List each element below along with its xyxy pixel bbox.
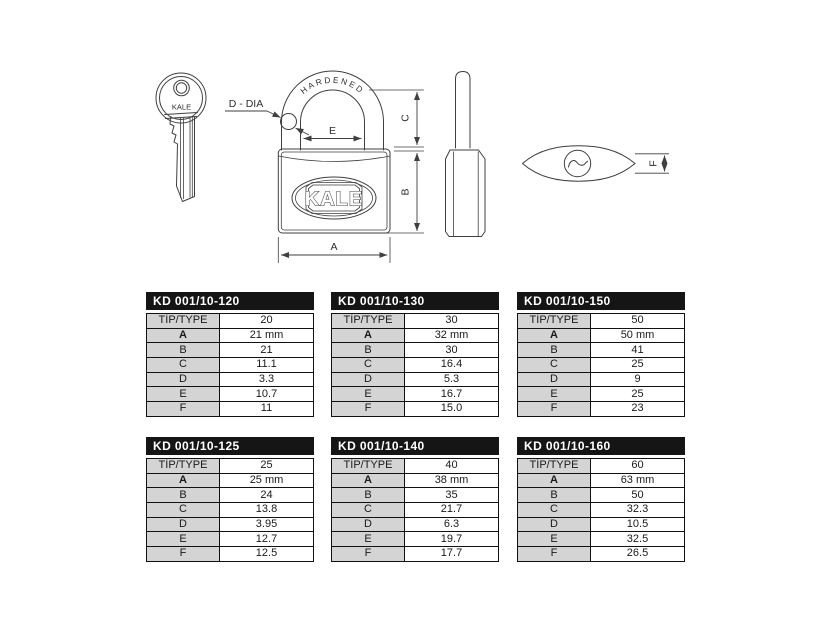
row-label: B [518, 343, 591, 358]
table-model-header: KD 001/10-150 [517, 292, 685, 310]
table-row [147, 532, 314, 547]
table-model-header: KD 001/10-160 [517, 437, 685, 455]
bottom-profile [523, 146, 636, 181]
row-label: C [332, 503, 405, 518]
row-label: D [147, 517, 220, 532]
row-label: F [147, 547, 220, 562]
table-row [147, 358, 314, 373]
table-row [332, 503, 499, 518]
row-label: D [147, 372, 220, 387]
row-value: 23 [591, 402, 685, 417]
row-value: 50 mm [591, 328, 685, 343]
row-label: A [332, 473, 405, 488]
table-row [518, 343, 685, 358]
row-label: TİP/TYPE [332, 314, 405, 329]
row-value: 17.7 [405, 547, 499, 562]
spec-table-kd-001-10-125 [146, 437, 314, 562]
shackle-side [456, 72, 471, 149]
row-label: A [518, 328, 591, 343]
row-value: 30 [405, 343, 499, 358]
row-label: C [518, 503, 591, 518]
key-drawing [156, 73, 206, 202]
spec-table-kd-001-10-160 [517, 437, 685, 562]
row-value: 6.3 [405, 517, 499, 532]
d-dia-callout [225, 98, 309, 135]
row-label: C [147, 358, 220, 373]
table-row [518, 372, 685, 387]
row-label: TİP/TYPE [332, 459, 405, 474]
row-label: D [332, 517, 405, 532]
table-row [332, 402, 499, 417]
row-label: F [518, 547, 591, 562]
table-row [518, 517, 685, 532]
row-label: A [518, 473, 591, 488]
row-value: 24 [220, 488, 314, 503]
row-label: A [147, 328, 220, 343]
table-row [147, 343, 314, 358]
row-value: 21 [220, 343, 314, 358]
table-row [147, 547, 314, 562]
table-row [332, 328, 499, 343]
row-label: C [518, 358, 591, 373]
spec-table-kd-001-10-140 [331, 437, 499, 562]
dim-b-label: B [399, 188, 412, 196]
table-model-header: KD 001/10-125 [146, 437, 314, 455]
keyway-glyph [569, 161, 588, 167]
row-value: 9 [591, 372, 685, 387]
row-value: 11.1 [220, 358, 314, 373]
table-row [518, 547, 685, 562]
spec-grid [146, 458, 314, 562]
hardened-label: HARDENED [298, 74, 367, 96]
row-label: E [147, 532, 220, 547]
row-label: E [518, 387, 591, 402]
row-value: 60 [591, 459, 685, 474]
row-label: F [332, 547, 405, 562]
row-value: 25 [591, 387, 685, 402]
dim-f-label: F [647, 160, 660, 167]
spec-table-kd-001-10-130 [331, 292, 499, 417]
table-row [147, 328, 314, 343]
row-label: B [147, 343, 220, 358]
svg-text:HARDENED [298, 75, 366, 96]
table-row [147, 387, 314, 402]
row-value: 12.7 [220, 532, 314, 547]
dim-e-label: E [328, 125, 337, 137]
row-value: 16.4 [405, 358, 499, 373]
spec-grid [331, 313, 499, 417]
row-value: 5.3 [405, 372, 499, 387]
row-value: 50 [591, 488, 685, 503]
row-value: 32 mm [405, 328, 499, 343]
table-model-header: KD 001/10-140 [331, 437, 499, 455]
row-value: 38 mm [405, 473, 499, 488]
row-value: 41 [591, 343, 685, 358]
table-row [518, 402, 685, 417]
row-value: 32.3 [591, 503, 685, 518]
row-value: 20 [220, 314, 314, 329]
row-label: E [147, 387, 220, 402]
table-row [332, 358, 499, 373]
row-label: E [518, 532, 591, 547]
row-value: 26.5 [591, 547, 685, 562]
row-label: TİP/TYPE [518, 459, 591, 474]
table-row [332, 314, 499, 329]
row-value: 21.7 [405, 503, 499, 518]
row-value: 10.5 [591, 517, 685, 532]
table-row [332, 532, 499, 547]
table-row [332, 372, 499, 387]
body-side [446, 150, 486, 237]
padlock-front-view [278, 71, 424, 263]
table-row [147, 503, 314, 518]
table-row [332, 517, 499, 532]
row-label: F [147, 402, 220, 417]
table-row [518, 459, 685, 474]
row-label: TİP/TYPE [518, 314, 591, 329]
spec-table-kd-001-10-120 [146, 292, 314, 417]
table-row [332, 459, 499, 474]
table-row [518, 488, 685, 503]
row-value: 12.5 [220, 547, 314, 562]
spec-grid [517, 458, 685, 562]
row-value: 15.0 [405, 402, 499, 417]
table-row [332, 488, 499, 503]
table-row [518, 387, 685, 402]
kale-badge [292, 177, 376, 219]
row-label: D [332, 372, 405, 387]
row-value: 16.7 [405, 387, 499, 402]
row-value: 25 mm [220, 473, 314, 488]
d-dia-label: D - DIA [228, 98, 264, 110]
table-row [332, 387, 499, 402]
dim-c-label: C [399, 114, 412, 122]
row-value: 50 [591, 314, 685, 329]
row-value: 25 [591, 358, 685, 373]
row-value: 3.95 [220, 517, 314, 532]
spec-grid [517, 313, 685, 417]
table-row [332, 343, 499, 358]
table-row [147, 488, 314, 503]
row-value: 32.5 [591, 532, 685, 547]
row-value: 35 [405, 488, 499, 503]
row-value: 63 mm [591, 473, 685, 488]
row-label: D [518, 372, 591, 387]
table-row [518, 532, 685, 547]
table-row [518, 328, 685, 343]
spec-table-kd-001-10-150 [517, 292, 685, 417]
padlock-side-view [446, 72, 486, 237]
row-label: F [518, 402, 591, 417]
row-label: TİP/TYPE [147, 314, 220, 329]
table-model-header: KD 001/10-130 [331, 292, 499, 310]
table-row [147, 402, 314, 417]
shackle-inner [301, 90, 365, 150]
table-row [332, 547, 499, 562]
row-value: 3.3 [220, 372, 314, 387]
row-value: 21 mm [220, 328, 314, 343]
table-row [518, 503, 685, 518]
row-value: 10.7 [220, 387, 314, 402]
padlock-bottom-view [523, 146, 670, 181]
key-brand-label: KALE [171, 102, 192, 112]
table-row [332, 473, 499, 488]
row-label: C [332, 358, 405, 373]
technical-drawing [130, 40, 690, 280]
row-value: 40 [405, 459, 499, 474]
table-row [147, 314, 314, 329]
row-label: TİP/TYPE [147, 459, 220, 474]
row-label: B [332, 343, 405, 358]
spec-grid [331, 458, 499, 562]
table-row [518, 314, 685, 329]
row-value: 30 [405, 314, 499, 329]
row-label: A [147, 473, 220, 488]
spec-grid [146, 313, 314, 417]
row-value: 11 [220, 402, 314, 417]
row-label: F [332, 402, 405, 417]
table-row [147, 372, 314, 387]
row-value: 13.8 [220, 503, 314, 518]
row-value: 25 [220, 459, 314, 474]
row-label: E [332, 532, 405, 547]
table-row [518, 473, 685, 488]
table-row [147, 473, 314, 488]
row-label: B [518, 488, 591, 503]
row-label: A [332, 328, 405, 343]
table-model-header: KD 001/10-120 [146, 292, 314, 310]
kale-badge-label: KALE [304, 188, 364, 211]
row-label: B [332, 488, 405, 503]
row-label: B [147, 488, 220, 503]
row-label: C [147, 503, 220, 518]
row-label: E [332, 387, 405, 402]
row-value: 19.7 [405, 532, 499, 547]
table-row [147, 517, 314, 532]
table-row [147, 459, 314, 474]
key-blade [170, 117, 195, 202]
table-row [518, 358, 685, 373]
row-label: D [518, 517, 591, 532]
dim-a-label: A [330, 241, 338, 253]
shackle-diameter-circle [281, 114, 297, 130]
